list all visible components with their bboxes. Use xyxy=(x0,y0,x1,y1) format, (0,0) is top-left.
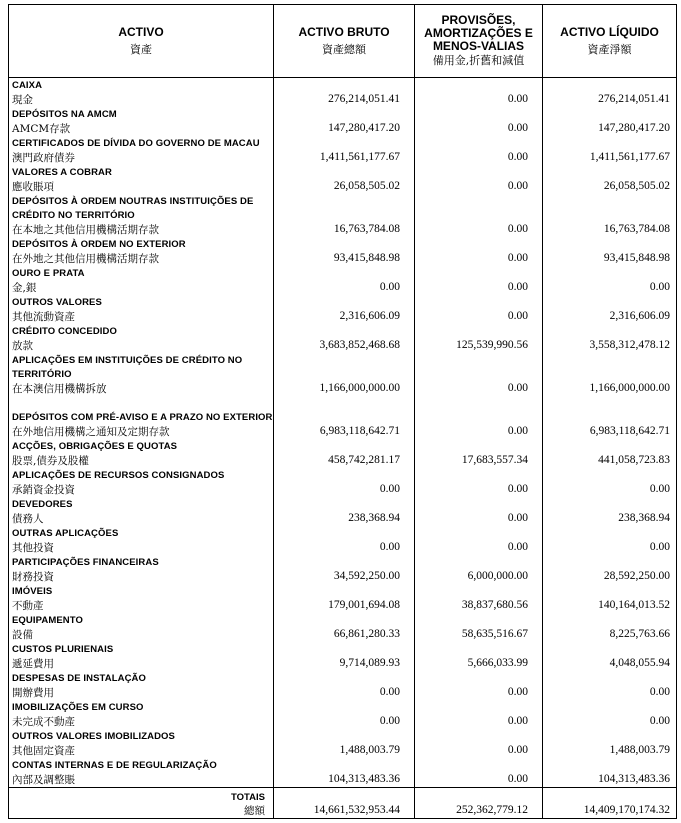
row-label-cn: 放款 xyxy=(12,340,33,352)
row-label xyxy=(9,729,274,758)
row-provisoes: 0.00 xyxy=(415,497,543,526)
row-label-pt: DEVEDORES xyxy=(12,499,73,510)
header-activo-bruto xyxy=(274,5,415,78)
row-provisoes: 0.00 xyxy=(415,729,543,758)
row-activo-bruto: 9,714,089.93 xyxy=(274,642,415,671)
header-provisoes-cn: 備用金,折舊和減值 xyxy=(432,54,525,67)
row-label-cn: 不動產 xyxy=(12,600,44,612)
row-label-cn: 其他固定資產 xyxy=(12,745,75,757)
row-label-pt: DEPÓSITOS À ORDEM NO EXTERIOR xyxy=(12,239,186,250)
totals-label-pt: TOTAIS xyxy=(231,792,265,803)
row-label xyxy=(9,439,274,468)
table-row xyxy=(9,107,677,136)
row-label-cn: 應收賬項 xyxy=(12,181,54,193)
table-row xyxy=(9,497,677,526)
row-label-cn: 澳門政府債券 xyxy=(12,152,75,164)
table-header-row xyxy=(9,5,677,78)
row-label xyxy=(9,324,274,353)
header-activo-pt: ACTIVO xyxy=(118,24,164,39)
row-label-cn: 在外地之其他信用機構活期存款 xyxy=(12,253,159,265)
row-label xyxy=(9,526,274,555)
row-label xyxy=(9,78,274,108)
row-activo-bruto: 147,280,417.20 xyxy=(274,107,415,136)
row-label-cn: 其他投資 xyxy=(12,542,54,554)
row-activo-liquido: 16,763,784.08 xyxy=(543,194,677,237)
row-label xyxy=(9,555,274,584)
row-activo-liquido: 104,313,483.36 xyxy=(543,758,677,788)
header-provisoes-pt: PROVISÕES, AMORTIZAÇÕES E MENOS-VALIAS xyxy=(424,13,533,53)
row-activo-bruto: 6,983,118,642.71 xyxy=(274,396,415,439)
row-label-pt: IMÓVEIS xyxy=(12,586,53,597)
row-label-cn: 其他流動資產 xyxy=(12,311,75,323)
row-provisoes: 0.00 xyxy=(415,237,543,266)
row-label-cn: 未完成不動產 xyxy=(12,716,75,728)
header-activo-cn: 資產 xyxy=(130,42,152,56)
row-label xyxy=(9,165,274,194)
row-label-pt: APLICAÇÕES DE RECURSOS CONSIGNADOS xyxy=(12,470,225,481)
row-activo-liquido: 3,558,312,478.12 xyxy=(543,324,677,353)
row-label xyxy=(9,107,274,136)
row-activo-bruto: 34,592,250.00 xyxy=(274,555,415,584)
row-provisoes: 0.00 xyxy=(415,266,543,295)
row-label xyxy=(9,642,274,671)
header-activo-bruto-pt: ACTIVO BRUTO xyxy=(298,24,390,39)
table-row xyxy=(9,555,677,584)
row-label xyxy=(9,700,274,729)
row-activo-liquido: 0.00 xyxy=(543,266,677,295)
row-provisoes: 17,683,557.34 xyxy=(415,439,543,468)
row-label-cn: 在本地之其他信用機構活期存款 xyxy=(12,224,159,236)
row-activo-bruto: 1,411,561,177.67 xyxy=(274,136,415,165)
row-activo-liquido: 276,214,051.41 xyxy=(543,78,677,108)
row-label xyxy=(9,237,274,266)
header-activo-liquido xyxy=(543,5,677,78)
row-label-pt: DESPESAS DE INSTALAÇÃO xyxy=(12,673,146,684)
header-activo-liquido-cn: 資產淨額 xyxy=(587,42,632,56)
row-label-cn: 設備 xyxy=(12,629,33,641)
row-label-pt: DEPÓSITOS À ORDEM NOUTRAS INSTITUIÇÕES DE CRÉDITO NO TERRITÓRIO xyxy=(12,196,254,221)
row-label-pt: OUTROS VALORES xyxy=(12,297,102,308)
row-activo-bruto: 179,001,694.08 xyxy=(274,584,415,613)
table-row xyxy=(9,642,677,671)
row-label xyxy=(9,468,274,497)
table-row xyxy=(9,353,677,396)
balance-sheet xyxy=(8,4,676,819)
table-row xyxy=(9,136,677,165)
row-activo-bruto: 3,683,852,468.68 xyxy=(274,324,415,353)
row-provisoes: 0.00 xyxy=(415,165,543,194)
row-label-cn: 遞延費用 xyxy=(12,658,54,670)
row-activo-bruto: 0.00 xyxy=(274,468,415,497)
row-activo-bruto: 458,742,281.17 xyxy=(274,439,415,468)
row-label-cn: 在本澳信用機構拆放 xyxy=(12,383,107,395)
row-label-cn: 內部及調整賬 xyxy=(12,774,75,786)
table-row xyxy=(9,468,677,497)
row-provisoes: 0.00 xyxy=(415,107,543,136)
row-provisoes: 0.00 xyxy=(415,353,543,396)
row-activo-bruto: 0.00 xyxy=(274,526,415,555)
row-activo-liquido: 28,592,250.00 xyxy=(543,555,677,584)
row-label-pt: OUTRAS APLICAÇÕES xyxy=(12,528,119,539)
row-label xyxy=(9,194,274,237)
row-label-pt: APLICAÇÕES EM INSTITUIÇÕES DE CRÉDITO NO TERRITÓRIO xyxy=(12,355,243,380)
table-body xyxy=(9,78,677,788)
table-row xyxy=(9,165,677,194)
row-label-pt: IMOBILIZAÇÕES EM CURSO xyxy=(12,702,144,713)
row-activo-bruto: 104,313,483.36 xyxy=(274,758,415,788)
row-label-cn: 現金 xyxy=(12,94,33,106)
row-label-pt: EQUIPAMENTO xyxy=(12,615,83,626)
row-label-pt: PARTICIPAÇÕES FINANCEIRAS xyxy=(12,557,159,568)
row-activo-bruto: 0.00 xyxy=(274,700,415,729)
row-activo-bruto: 276,214,051.41 xyxy=(274,78,415,108)
row-label-pt: ACÇÕES, OBRIGAÇÕES E QUOTAS xyxy=(12,441,178,452)
row-activo-liquido: 1,166,000,000.00 xyxy=(543,353,677,396)
row-label-cn: 在外地信用機構之通知及定期存款 xyxy=(12,426,170,438)
row-provisoes: 5,666,033.99 xyxy=(415,642,543,671)
totals-provisoes: 252,362,779.12 xyxy=(415,788,543,819)
row-label-pt: DEPÓSITOS NA AMCM xyxy=(12,109,117,120)
row-activo-liquido: 2,316,606.09 xyxy=(543,295,677,324)
row-label-pt: CERTIFICADOS DE DÍVIDA DO GOVERNO DE MACAU xyxy=(12,138,260,149)
row-label-cn: 債務人 xyxy=(12,513,44,525)
row-provisoes: 58,635,516.67 xyxy=(415,613,543,642)
row-label-pt: CUSTOS PLURIENAIS xyxy=(12,644,114,655)
row-activo-liquido: 1,411,561,177.67 xyxy=(543,136,677,165)
totals-label-cn: 總額 xyxy=(244,805,265,817)
totals-label xyxy=(9,788,274,819)
row-activo-liquido: 238,368.94 xyxy=(543,497,677,526)
row-activo-liquido: 26,058,505.02 xyxy=(543,165,677,194)
row-activo-liquido: 0.00 xyxy=(543,700,677,729)
header-activo xyxy=(9,5,274,78)
table-row xyxy=(9,613,677,642)
header-activo-liquido-pt: ACTIVO LÍQUIDO xyxy=(560,24,659,39)
row-label-pt: DEPÓSITOS COM PRÉ-AVISO E A PRAZO NO EXTERIOR xyxy=(12,412,273,423)
row-activo-bruto: 1,166,000,000.00 xyxy=(274,353,415,396)
row-activo-liquido: 441,058,723.83 xyxy=(543,439,677,468)
row-label-pt: VALORES A COBRAR xyxy=(12,167,112,178)
row-activo-liquido: 140,164,013.52 xyxy=(543,584,677,613)
row-provisoes: 6,000,000.00 xyxy=(415,555,543,584)
row-label-pt: CONTAS INTERNAS E DE REGULARIZAÇÃO xyxy=(12,760,217,771)
row-provisoes: 0.00 xyxy=(415,758,543,788)
table-row xyxy=(9,396,677,439)
row-activo-bruto: 0.00 xyxy=(274,266,415,295)
row-label-pt: OUTROS VALORES IMOBILIZADOS xyxy=(12,731,175,742)
row-provisoes: 38,837,680.56 xyxy=(415,584,543,613)
row-activo-bruto: 2,316,606.09 xyxy=(274,295,415,324)
row-activo-bruto: 66,861,280.33 xyxy=(274,613,415,642)
row-activo-liquido: 0.00 xyxy=(543,468,677,497)
row-label-cn: 開辦費用 xyxy=(12,687,54,699)
row-activo-bruto: 1,488,003.79 xyxy=(274,729,415,758)
totals-bruto: 14,661,532,953.44 xyxy=(274,788,415,819)
row-activo-bruto: 26,058,505.02 xyxy=(274,165,415,194)
row-label-cn: 承銷資金投資 xyxy=(12,484,75,496)
table-row xyxy=(9,194,677,237)
row-provisoes: 0.00 xyxy=(415,526,543,555)
table-row xyxy=(9,671,677,700)
row-provisoes: 0.00 xyxy=(415,78,543,108)
table-row xyxy=(9,78,677,108)
row-activo-liquido: 8,225,763.66 xyxy=(543,613,677,642)
row-activo-bruto: 0.00 xyxy=(274,671,415,700)
row-label xyxy=(9,671,274,700)
row-label xyxy=(9,353,274,396)
table-row xyxy=(9,526,677,555)
row-activo-liquido: 93,415,848.98 xyxy=(543,237,677,266)
row-activo-liquido: 147,280,417.20 xyxy=(543,107,677,136)
row-label-cn: 財務投資 xyxy=(12,571,54,583)
table-row xyxy=(9,295,677,324)
row-label-pt: CRÉDITO CONCEDIDO xyxy=(12,326,117,337)
row-activo-liquido: 1,488,003.79 xyxy=(543,729,677,758)
row-provisoes: 0.00 xyxy=(415,136,543,165)
row-label-cn: 金,銀 xyxy=(12,282,37,294)
row-label xyxy=(9,613,274,642)
row-label xyxy=(9,497,274,526)
row-label xyxy=(9,584,274,613)
table-row xyxy=(9,729,677,758)
totals-row xyxy=(9,788,677,819)
header-provisoes xyxy=(415,5,543,78)
table-row xyxy=(9,439,677,468)
row-label xyxy=(9,396,274,439)
row-label xyxy=(9,266,274,295)
row-activo-bruto: 93,415,848.98 xyxy=(274,237,415,266)
row-label xyxy=(9,758,274,788)
row-label xyxy=(9,295,274,324)
row-provisoes: 0.00 xyxy=(415,671,543,700)
table-row xyxy=(9,324,677,353)
row-activo-liquido: 4,048,055.94 xyxy=(543,642,677,671)
row-activo-bruto: 16,763,784.08 xyxy=(274,194,415,237)
assets-table xyxy=(8,4,677,819)
table-row xyxy=(9,266,677,295)
row-activo-liquido: 0.00 xyxy=(543,526,677,555)
header-activo-bruto-cn: 資產總額 xyxy=(322,42,366,56)
row-provisoes: 0.00 xyxy=(415,700,543,729)
row-activo-bruto: 238,368.94 xyxy=(274,497,415,526)
row-activo-liquido: 6,983,118,642.71 xyxy=(543,396,677,439)
table-row xyxy=(9,584,677,613)
row-label-pt: OURO E PRATA xyxy=(12,268,85,279)
row-provisoes: 125,539,990.56 xyxy=(415,324,543,353)
table-row xyxy=(9,700,677,729)
row-provisoes: 0.00 xyxy=(415,396,543,439)
row-provisoes: 0.00 xyxy=(415,468,543,497)
totals-liquido: 14,409,170,174.32 xyxy=(543,788,677,819)
row-provisoes: 0.00 xyxy=(415,194,543,237)
row-activo-liquido: 0.00 xyxy=(543,671,677,700)
table-row xyxy=(9,758,677,788)
table-row xyxy=(9,237,677,266)
row-label-cn: AMCM存款 xyxy=(12,123,71,135)
row-provisoes: 0.00 xyxy=(415,295,543,324)
row-label-cn: 股票,債券及股權 xyxy=(12,455,89,467)
row-label-pt: CAIXA xyxy=(12,80,43,91)
row-label xyxy=(9,136,274,165)
